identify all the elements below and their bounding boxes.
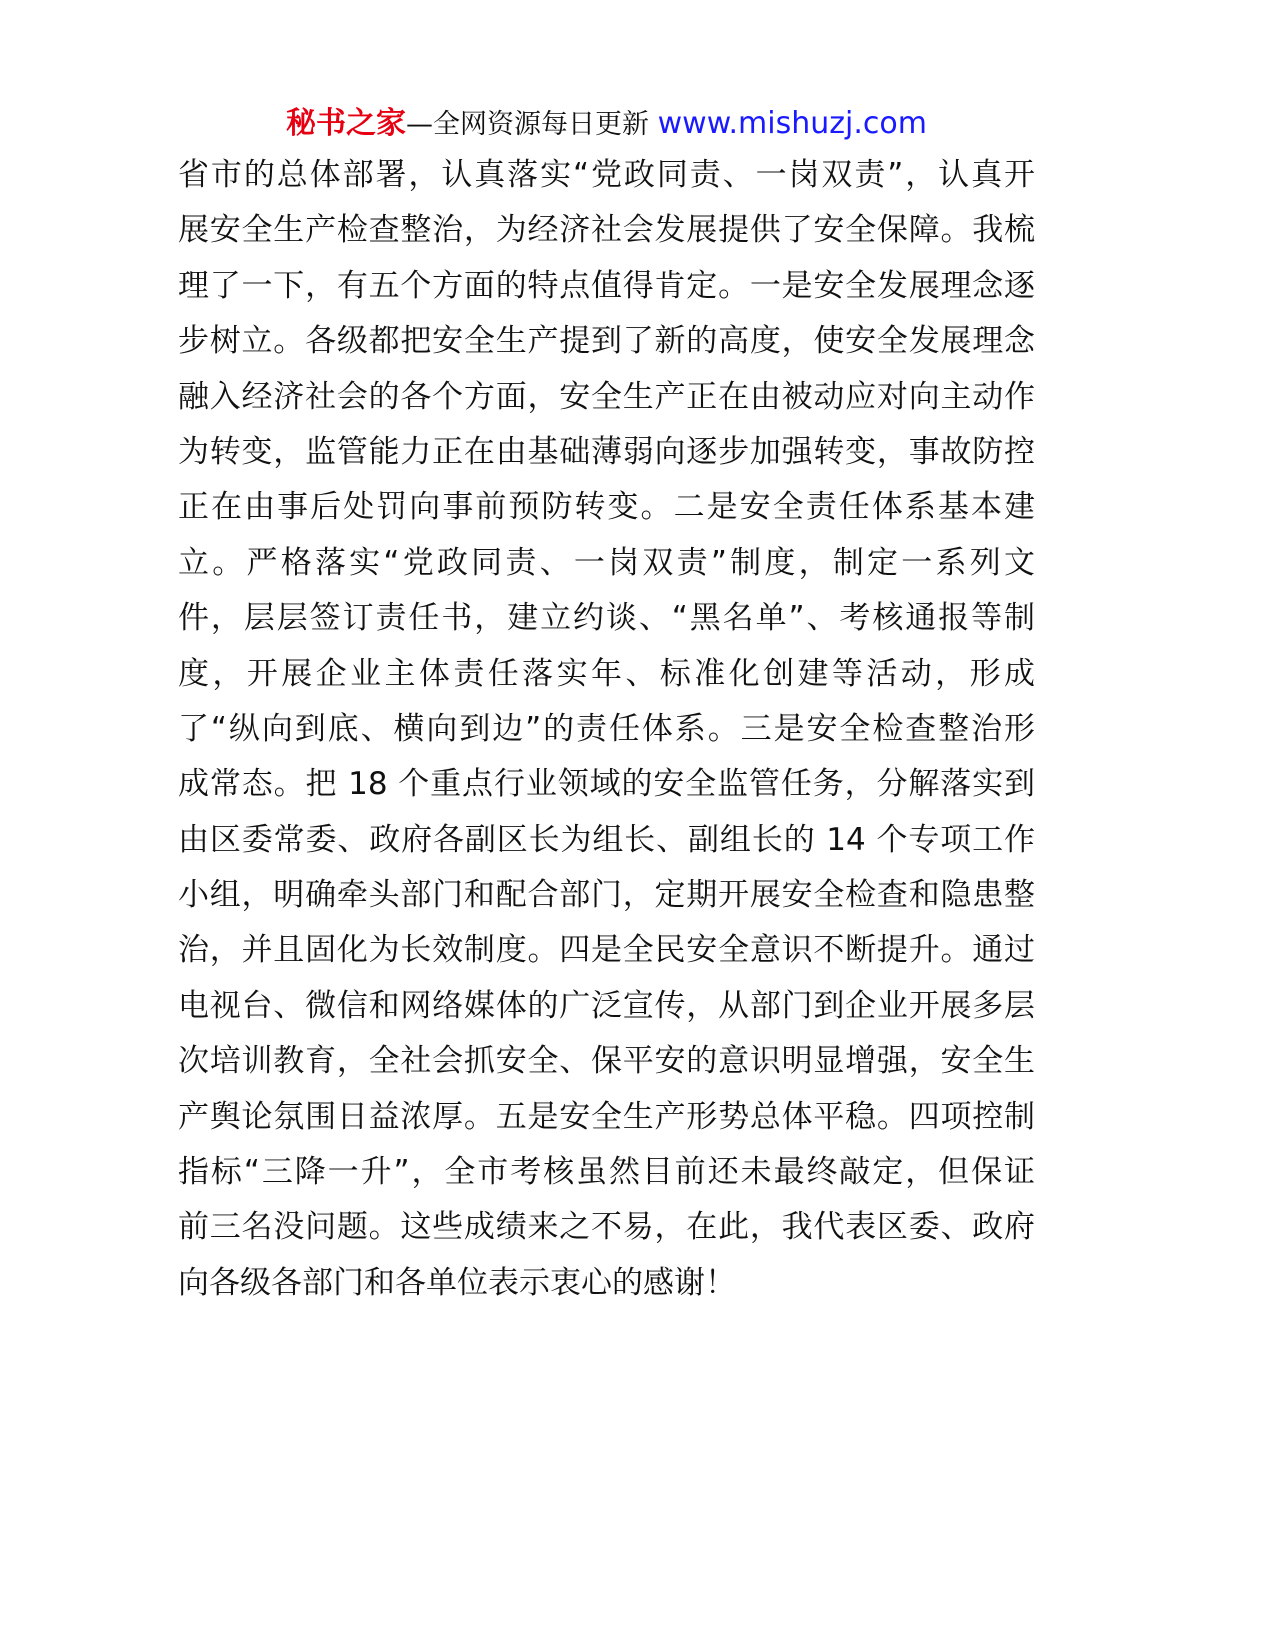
text-line: 度，开展企业主体责任落实年、标准化创建等活动，形成	[178, 655, 1035, 692]
text-line: 由区委常委、政府各副区长为组长、副组长的 14 个专项工作	[178, 821, 1035, 858]
text-line: 小组，明确牵头部门和配合部门，定期开展安全检查和隐患整	[178, 877, 1035, 914]
body-paragraph	[178, 148, 1035, 1311]
text-line: 治，并且固化为长效制度。四是全民安全意识不断提升。通过	[178, 932, 1035, 969]
text-line: 步树立。各级都把安全生产提到了新的高度，使安全发展理念	[178, 323, 1035, 360]
text-line: 成常态。把 18 个重点行业领域的安全监管任务，分解落实到	[178, 766, 1035, 803]
text-line: 理了一下，有五个方面的特点值得肯定。一是安全发展理念逐	[178, 267, 1035, 304]
header-url-link[interactable]: www.mishuzj.com	[657, 106, 927, 141]
text-line: 正在由事后处罚向事前预防转变。二是安全责任体系基本建	[178, 489, 1035, 526]
text-line: 立。严格落实“党政同责、一岗双责”制度，制定一系列文	[178, 544, 1035, 581]
text-line: 件，层层签订责任书，建立约谈、“黑名单”、考核通报等制	[178, 600, 1035, 637]
text-line: 次培训教育，全社会抓安全、保平安的意识明显增强，安全生	[178, 1043, 1035, 1080]
text-line: 为转变，监管能力正在由基础薄弱向逐步加强转变，事故防控	[178, 433, 1035, 470]
text-line-last: 向各级各部门和各单位表示衷心的感谢！	[178, 1264, 736, 1301]
header-tagline: —全网资源每日更新	[406, 109, 658, 140]
text-line: 融入经济社会的各个方面，安全生产正在由被动应对向主动作	[178, 378, 1035, 415]
page-header	[178, 100, 1035, 152]
text-line: 省市的总体部署，认真落实“党政同责、一岗双责”，认真开	[178, 157, 1035, 193]
text-line: 指标“三降一升”，全市考核虽然目前还未最终敲定，但保证	[178, 1154, 1035, 1191]
text-line: 电视台、微信和网络媒体的广泛宣传，从部门到企业开展多层	[178, 987, 1035, 1024]
header-brand: 秘书之家	[286, 106, 407, 141]
text-line: 前三名没问题。这些成绩来之不易，在此，我代表区委、政府	[178, 1209, 1035, 1246]
text-line: 产舆论氛围日益浓厚。五是安全生产形势总体平稳。四项控制	[178, 1098, 1035, 1135]
text-line: 展安全生产检查整治，为经济社会发展提供了安全保障。我梳	[178, 212, 1035, 249]
text-line: 了“纵向到底、横向到边”的责任体系。三是安全检查整治形	[178, 710, 1035, 747]
